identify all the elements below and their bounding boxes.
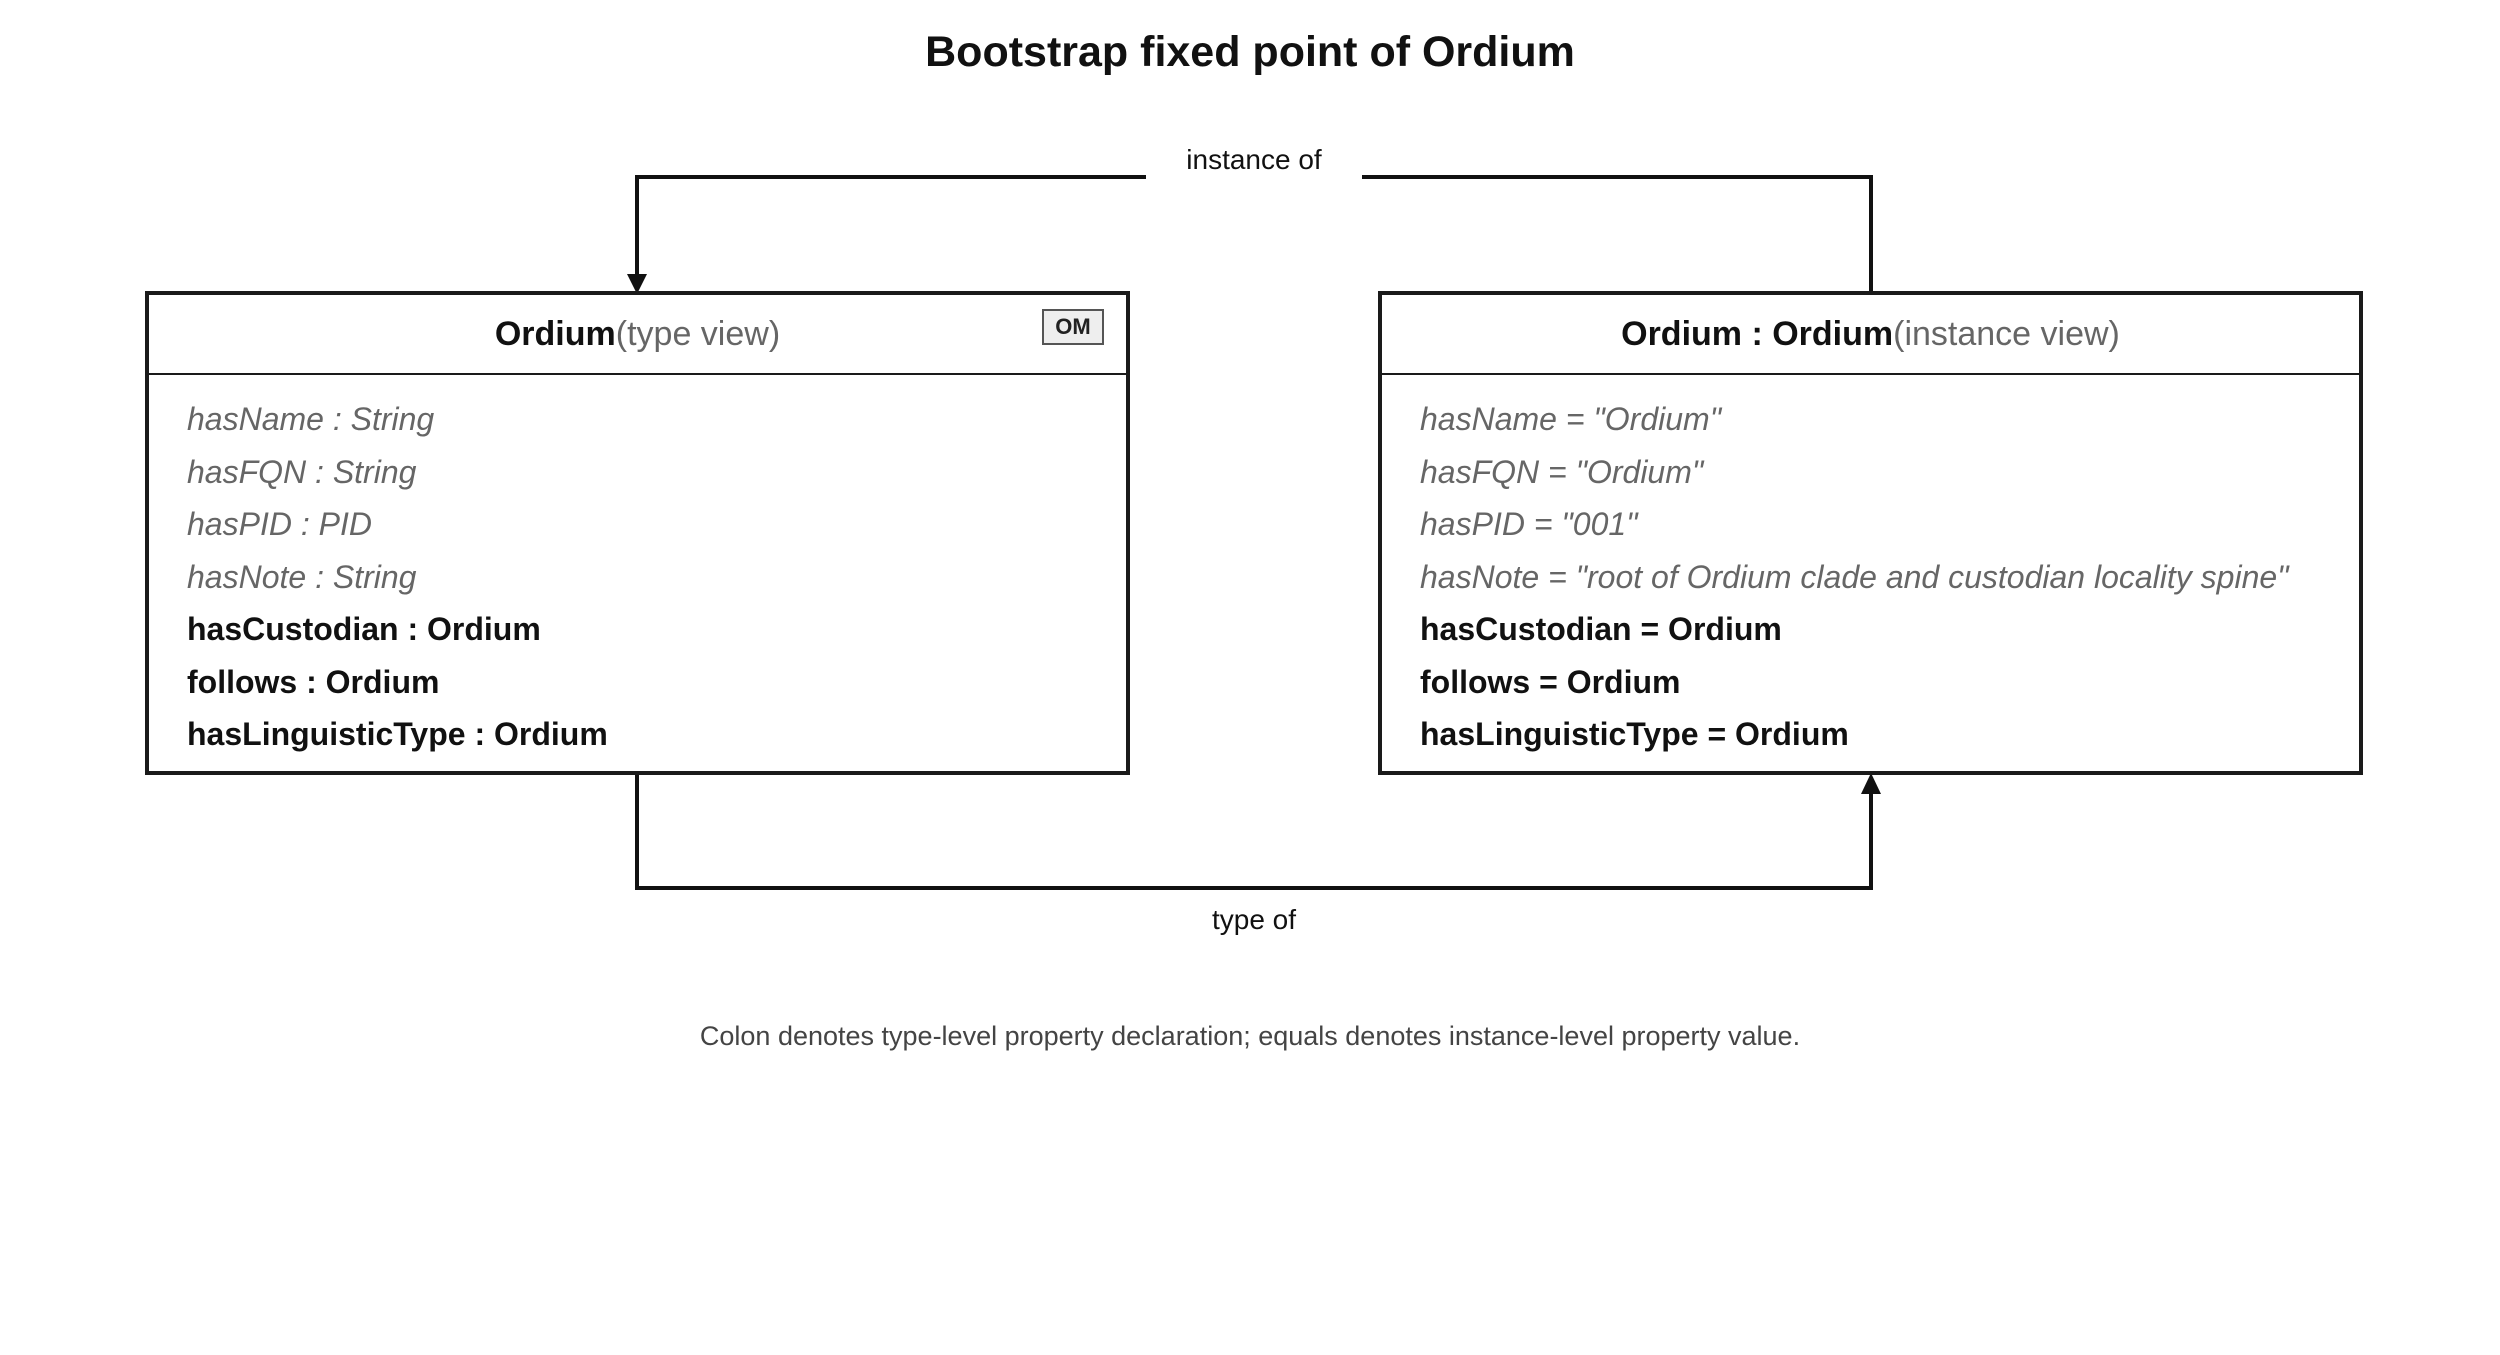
type-attribute-list — [149, 375, 1126, 761]
instance-attribute: hasName = "Ordium" — [1420, 401, 1722, 437]
type-attribute: hasName : String — [187, 401, 435, 437]
instance-of-connector-left — [637, 177, 1146, 276]
type-attribute: follows : Ordium — [187, 663, 440, 700]
type-view-class-box — [145, 291, 1130, 775]
type-attribute: hasLinguisticType : Ordium — [187, 716, 608, 752]
instance-attribute: hasLinguisticType = Ordium — [1420, 716, 1849, 752]
instance-of-connector-right — [1362, 177, 1871, 293]
type-attribute: hasCustodian : Ordium — [187, 611, 541, 647]
instance-attribute: hasPID = "001" — [1420, 506, 1638, 542]
type-attribute: hasFQN : String — [187, 453, 417, 490]
instance-view-class-box — [1378, 291, 2363, 775]
type-of-connector — [637, 774, 1871, 888]
instance-view-label: (instance view) — [1893, 314, 2120, 353]
type-attribute: hasNote : String — [187, 558, 417, 595]
instance-attribute: follows = Ordium — [1420, 663, 1681, 700]
instance-class-name: Ordium : Ordium — [1621, 314, 1894, 353]
type-class-name: Ordium — [494, 314, 616, 353]
instance-view-header — [1382, 295, 2359, 375]
instance-attribute: hasFQN = "Ordium" — [1420, 453, 1704, 490]
type-of-arrowhead — [1861, 773, 1881, 794]
type-of-label: type of — [1211, 904, 1297, 935]
type-attribute: hasPID : PID — [187, 506, 372, 542]
type-view-header — [149, 295, 1126, 375]
instance-attribute: hasCustodian = Ordium — [1420, 611, 1782, 647]
instance-attribute-list — [1382, 375, 2359, 761]
diagram-title: Bootstrap fixed point of Ordium — [925, 28, 1575, 76]
instance-of-label: instance of — [1186, 144, 1322, 175]
instance-attribute: hasNote = "root of Ordium clade and custodian locality spine" — [1420, 558, 2289, 595]
type-view-label: (type view) — [615, 314, 781, 353]
footnote: Colon denotes type-level property declaration; equals denotes instance-level property value. — [699, 1021, 1801, 1051]
om-badge: OM — [1042, 309, 1104, 345]
